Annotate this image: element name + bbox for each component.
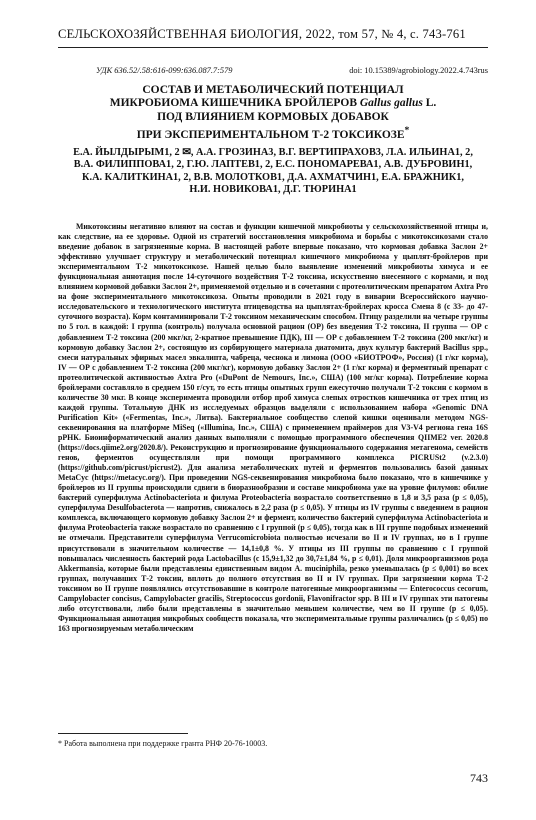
authors-line-2: В.А. ФИЛИППОВА1, 2, Г.Ю. ЛАПТЕВ1, 2, Е.С. ПОНОМАРЕВА1, А.В. ДУБРОВИН1,: [73, 159, 473, 171]
title-line-1: СОСТАВ И МЕТАБОЛИЧЕСКИЙ ПОТЕНЦИАЛ: [142, 84, 404, 96]
title-species: Gallus gallus: [359, 97, 423, 110]
title-line-2-text: МИКРОБИОМА КИШЕЧНИКА БРОЙЛЕРОВ: [109, 97, 357, 110]
authors-line-1: Е.А. ЙЫЛДЫРЫМ1, 2 ✉, А.А. ГРОЗИНА3, В.Г. ВЕРТИПРАХОВ3, Л.А. ИЛЬИНА1, 2,: [73, 147, 473, 158]
header-divider: [58, 47, 488, 48]
title-line-4: [58, 124, 488, 142]
footnote-divider: [58, 733, 188, 734]
abstract: [58, 222, 488, 634]
article-title: [58, 84, 488, 142]
udk-code: УДК 636.52/.58:616-099:636.087.7:579: [96, 66, 233, 75]
title-line-3: ПОД ВЛИЯНИЕМ КОРМОВЫХ ДОБАВОК: [157, 110, 389, 123]
author-list: [58, 147, 488, 196]
title-line-4-text: ПРИ ЭКСПЕРИМЕНТАЛЬНОМ Т-2 ТОКСИКОЗЕ: [136, 129, 405, 142]
page-number: 743: [470, 771, 488, 785]
title-line-2: [58, 97, 488, 110]
title-footnote-mark: *: [404, 125, 410, 137]
journal-header: СЕЛЬСКОХОЗЯЙСТВЕННАЯ БИОЛОГИЯ, 2022, том 57, № 4, с. 743-761: [58, 27, 466, 41]
abstract-paragraph: Микотоксины негативно влияют на состав и функции кишечной микробиоты у сельскохозяйственной птицы и, как следствие, на ее здоровье. Одной из стратегий восстановления микробиома и борьбы с микотоксикозами стало введение добавок в загрязненные корма. В настоящей работе впервые показано, что кормовая добавка Заслон 2+ эффективно улучшает структуру и метаболический потенциал кишечного микробиома у цыплят-бройлеров при экспериментальном Т-2 микотоксикозе. Нашей целью было выявление изменений микробиоты химуса и ее функциональная аннотация после 14-суточного воздействия Т-2 токсина, искусственно внесенного с кормами, и под влиянием кормовой добавки Заслон 2+, применяемой отдельно и в сочетании с протеолитическим препаратом Axtra Pro на фоне экспериментального микотоксикоза. Опыты проводили в 2021 году в виварии Всероссийского научно-исследовательского и технологического института птицеводства на цыплятах-бройлерах кросса Смена 8 (с 33- до 47-суточного возраста). Корм контаминировали Т-2 токсином механическим способом. Птицу разделили на четыре группы по 5 гол. в каждой: I группа (контроль) получала основной рацион (ОР) без введения Т-2 токсина, II группа — ОР с добавлением Т-2 токсина (200 мкг/кг, 2-кратное превышение ПДК), III — ОР с добавлением Т-2 токсина (200 мкг/кг) и кормовую добавку Заслон 2+, состоящую из сорбирующего материала диатомита, двух культур бактерий Bacillus spp., смеси натуральных эфирных масел эвкалипта, чабреца, чеснока и лимона (ООО «БИОТРОФ», Россия) (1 г/кг корма), IV — ОР с добавлением Т-2 токсина (200 мкг/кг), кормовую добавку Заслон 2+ (1 г/кг корма) и ферментный препарат с протеолитической активностью Axtra Pro («DuPont de Nemours, Inc.», США) (100 мг/кг корма). Потребление корма бройлерами составляло в среднем 150 г/сут, то есть птицы опытных групп ежесуточно получали Т-2 токсин с кормом в количестве 30 мкг. В конце эксперимента проводили отбор проб химуса слепых отростков кишечника от трех птиц из каждой группы. Тотальную ДНК из исследуемых образцов выделяли с использованием набора «Genomic DNA Purification Kit» («Fermentas, Inc.», Литва). Бактериальное сообщество слепой кишки оценивали методом NGS-секвенирования на платформе MiSeq («Illumina, Inc.», США) с применением праймеров для V3-V4 региона гена 16S рРНК. Биоинформатический анализ данных выполняли с помощью программного обеспечения QIIME2 ver. 2020.8 (https://docs.qiime2.org/2020.8/). Реконструкцию и прогнозирование функционального содержания метагенома, семейств генов, ферментов осуществляли при помощи программного комплекса PICRUSt2 (v.2.3.0) (https://github.com/picrust/picrust2). Для анализа метаболических путей и ферментов пользовались базой данных MetaCyc (https://metacyc.org/). При проведении NGS-секвенирования микробиома было показано, что в кишечнике у бройлеров из II группы происходили сдвиги в биоразнообразии и составе микробиома уже на уровне филумов: обилие бактерий суперфилума Actinobacteriota и филума Proteobacteria возрастало соответственно в 1,8 и 3,5 раза (р ≤ 0,05), суперфилума Desulfobacterota — напротив, снижалось в 2,2 раза (р ≤ 0,05). У птицы из IV группы с введением в рацион комплекса, включающего кормовую добавку Заслон 2+ и фермент, количество бактерий суперфилума Actinobacteriota и филума Proteobacteria также возрастало по сравнению с I группой (р ≤ 0,05), тогда как в III группе подобных изменений не отмечали. Представители суперфилума Verrucomicrobiota полностью исчезали во II и IV группах, но в I группе присутствовали в значительном количестве — 14,1±0,8 %. У птицы из III группы по сравнению с I группой повышалась численность бактерий рода Lactobacillus (с 15,9±1,32 до 30,7±1,84 %, р ≤ 0,01). Доля микроорганизмов рода Akkermansia, которые были представлены единственным видом A. muciniphila, резко уменьшалась (р ≤ 0,001) во всех группах, получавших Т-2 токсин, вплоть до полного отсутствия во II и IV группах. При загрязнении корма Т-2 токсином во II группе появлялись отсутствовавшие в контроле патогенные микроорганизмы — Enterococcus cecorum, Campylobacter concisus, Campylobacter gracilis, Streptococcus gordonii, Flavonifractor spp. В III и IV группах эти патогены либо отсутствовали, либо были представлены в значительно меньшем количестве, чем во II группе (р ≤ 0,05). Функциональная аннотация микробных сообществ показала, что экспериментальные группы различались (р ≤ 0,05) по 163 прогнозируемым метаболическим: [58, 222, 488, 633]
doi: doi: 10.15389/agrobiology.2022.4.743rus: [349, 66, 488, 75]
authors-line-4: Н.И. НОВИКОВА1, Д.Г. ТЮРИНА1: [189, 183, 357, 195]
authors-line-3: К.А. КАЛИТКИНА1, 2, В.В. МОЛОТКОВ1, Д.А. АХМАТЧИН1, Е.А. БРАЖНИК1,: [82, 171, 464, 183]
footnote: * Работа выполнена при поддержке гранта РНФ 20-76-10003.: [58, 739, 268, 748]
title-species-suffix: L.: [425, 97, 437, 110]
